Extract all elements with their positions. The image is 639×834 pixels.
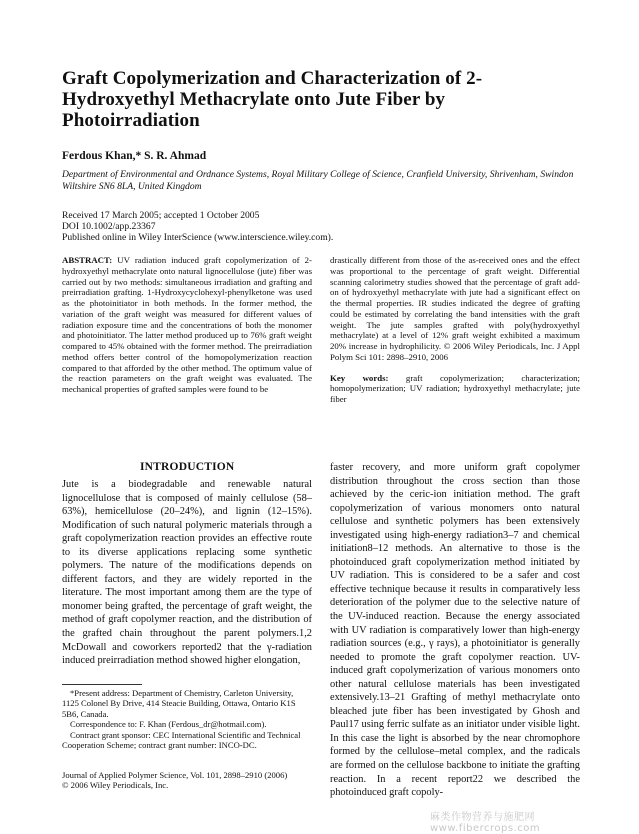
section-heading-introduction: INTRODUCTION (140, 461, 235, 473)
watermark: 麻类作物营养与施肥网 www.fibercrops.com (430, 812, 541, 834)
keywords-text: graft copolymerization; characterization; homopolymerization; UV radiation; hydroxyethyl methacrylate; jute fiber (330, 372, 580, 404)
footnote-divider (62, 684, 142, 685)
journal-info (62, 770, 322, 791)
published-online: Published online in Wiley InterScience (www.interscience.wiley.com). (62, 232, 334, 244)
paper-title: Graft Copolymerization and Characterization of 2-Hydroxyethyl Methacrylate onto Jute Fiber by Photoirradiation (62, 68, 483, 131)
copyright: © 2006 Wiley Periodicals, Inc. (62, 780, 169, 791)
intro-text-left: Jute is a biodegradable and renewable natural lignocellulose that is composed of mainly cellulose (58–63%), hemicellulose (20–24%), and lignin (12–15%). Modification of such natural polymeric materials through a graft copolymerization reaction provides an effective route to its diverse applications replacing some synthetic polymers. The nature of the modifications depends on different factors, and they are widely reported in the literature. The most important among them are the type of monomer being grafted, the percentage of graft weight, the method of graft copolymer reaction, and the distribution of the grafted chain throughout the parent polymers.1,2 McDowall and coworkers reported2 that the γ-radiation induced preirradiation method showed higher elongation, (62, 479, 312, 667)
keywords (330, 373, 580, 405)
doi: DOI 10.1002/app.23367 (62, 221, 156, 233)
journal-citation: Journal of Applied Polymer Science, Vol. 101, 2898–2910 (2006) (62, 770, 288, 780)
publication-dates (62, 210, 422, 244)
abstract-label: ABSTRACT: (62, 255, 113, 265)
footnote-grant: Contract grant sponsor: CEC International Scientific and Technical Cooperation Scheme; contract grant number: INCO-DC. (62, 729, 301, 751)
footnotes (62, 688, 312, 750)
authors: Ferdous Khan,* S. R. Ahmad (62, 150, 207, 162)
intro-text-right: faster recovery, and more uniform graft copolymer distribution throughout the cross section than those achieved by the ceric-ion initiation method. The graft copolymerization of various monomers onto natural cellulose and synthetic polymers has been extensively investigated using high-energy radiation3–7 and chemical initiation8–12 methods. An alternative to those is the photoinduced graft copolymerization method initiated by UV radiation. This is considered to be a safer and cost effective technique because it results in comparatively less deterioration of the polymer due to the selective nature of the UV-induced reaction. Because the energy associated with UV radiation is comparatively lower than high-energy radiation sources (e.g., γ rays), a photoinitiator is generally needed to promote the graft copolymer reaction. UV-induced graft copolymerization of various monomers onto other natural cellulose materials has been investigated extensively.13–21 Grafting of methyl methacrylate onto bleached jute fiber has been investigated by Ghosh and Paul17 using ferric sulfate as an initiator under visible light. In this case the light is absorbed by the near chromophore formed by the cellulose–metal complex, and the radicals are formed on the cellulose backbone to initiate the grafting reaction. In a recent report22 we described the photoinduced graft copoly- (330, 462, 580, 799)
keywords-label: Key words: (330, 372, 389, 383)
abstract-left (62, 255, 312, 395)
affiliation: Department of Environmental and Ordnance Systems, Royal Military College of Science, Cranfield University, Shrivenham, Swindon Wiltshire SN6 8LA, United Kingdom (62, 169, 574, 192)
received-date: Received 17 March 2005; accepted 1 October 2005 (62, 210, 260, 221)
abstract-text-right: drastically different from those of the as-received ones and the effect was proportional to the percentage of graft weight. Differential scanning calorimetry studies showed that the percentage of graft add-on of hydroxyethyl methacrylate with jute had a significant effect on the thermal properties. IR studies indicated the degree of grafting could be estimated by correlating the band intensities with the graft weight. The jute samples grafted with poly(hydroxyethyl methacrylate) at a level of 12% graft weight exhibited a maximum 20% increase in hydrophilicity. © 2006 Wiley Periodicals, Inc. J Appl Polym Sci 101: 2898–2910, 2006 (330, 255, 580, 362)
footnote-present-address: *Present address: Department of Chemistry, Carleton University, 1125 Colonel By Drive, 414 Steacie Building, Ottawa, Ontario K1S 5B6, Canada. (62, 688, 296, 719)
abstract-right (330, 255, 580, 405)
abstract-text-left: UV radiation induced graft copolymerization of 2-hydroxyethyl methacrylate onto natural lignocellulose (jute) fiber was carried out by two methods: simultaneous irradiation and grafting and preirradiation grafting. 1-Hydroxycyclohexyl-phenylketone was used as the photoinitiator in both methods. In the former method, the variation of the graft weight was measured for different values of radiation exposure time and the concentrations of both the monomer and photoinitiator. The latter method produced up to 76% graft weight compared to 45% obtained with the former method. The preirradiation method offers better control of the homopolymerization reaction compared to that afforded by the other method. The optimum value of the reaction parameters on the graft weight was evaluated. The mechanical properties of grafted samples were found to be (62, 255, 312, 394)
footnote-correspondence: Correspondence to: F. Khan (Ferdous_dr@hotmail.com). (70, 719, 267, 730)
